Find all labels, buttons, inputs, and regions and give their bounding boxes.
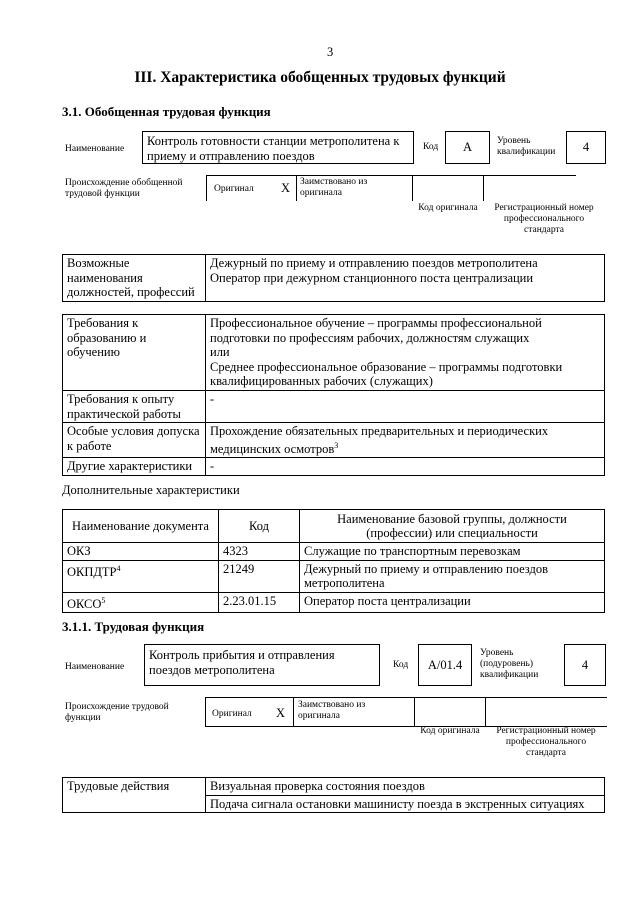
requirements-table [62,314,605,476]
gtf-original-label: Оригинал [214,184,254,194]
tf-original-mark: X [276,706,286,720]
tf-origin-divider-3 [485,697,486,727]
page-number: 3 [327,45,334,59]
gtf-level-value: 4 [566,131,606,164]
positions-table [62,254,605,302]
section-title: III. Характеристика обобщенных трудовых функций [134,69,506,86]
gtf-level-label: Уровень квалификации [497,136,556,157]
gtf-code-original-label: Код оригинала [418,203,478,213]
tf-name-label: Наименование [65,662,125,672]
req-line-with-footnote [210,439,600,457]
req-line: медицинских осмотров [210,441,335,456]
footnote-marker: 3 [334,440,339,450]
req-line: или [210,345,230,359]
footnote-marker: 4 [116,563,121,573]
tf-code-label: Код [393,660,409,670]
req-conditions-label: Особые условия допуска к работе [63,423,206,458]
tf-original-label: Оригинал [212,709,252,719]
req-education-label: Требования к образованию и обучению [63,315,206,391]
action-item: Визуальная проверка состояния поездов [206,778,605,796]
tf-origin-divider-1 [293,697,294,727]
gtf-original-mark: X [281,181,291,195]
gtf-name-value-box [142,131,414,164]
additional-code-cell: 21249 [219,560,300,592]
tf-origin-label: Происхождение трудовой функции [65,702,169,723]
positions-label: Возможные наименования должностей, профессий [63,255,206,302]
additional-doc-cell [63,592,219,613]
positions-value [206,255,605,302]
gtf-borrowed-label: Заимствовано из оригинала [300,177,368,198]
gtf-origin-label: Происхождение обобщенной трудовой функции [65,178,183,199]
req-other-label: Другие характеристики [63,458,206,476]
additional-doc-cell [63,560,219,592]
req-line: подготовки по профессиям рабочих, должностям служащих [210,330,530,345]
gtf-origin-divider-1 [296,175,297,201]
additional-code-cell: 4323 [219,543,300,561]
tf-origin-divider-2 [414,697,415,727]
tf-code-value: A/01.4 [418,644,472,686]
gtf-origin-divider-2 [412,175,413,201]
tf-name-value-box [144,644,380,686]
req-conditions-value [206,423,605,458]
gtf-origin-divider-3 [483,175,484,201]
footnote-marker: 5 [101,595,106,605]
additional-name-cell: Служащие по транспортным перевозкам [300,543,605,561]
req-line: квалифицированных рабочих (служащих) [210,374,433,388]
req-line: Профессиональное обучение – программы профессиональной [210,316,542,330]
tf-code-original-label: Код оригинала [420,726,480,736]
req-education-value [206,315,605,391]
additional-name-cell: Оператор поста централизации [300,592,605,613]
tf-level-label: Уровень (подуровень) квалификации [480,648,539,680]
additional-heading: Дополнительные характеристики [62,483,240,497]
actions-table [62,777,605,813]
additional-header-code: Код [219,510,300,543]
doc-name: ОКСО [67,596,102,611]
action-item: Подача сигнала остановки машинисту поезда в экстренных ситуациях [206,795,605,813]
req-experience-value: - [206,391,605,423]
table-row [63,560,605,592]
additional-header-name: Наименование базовой группы, должности (профессии) или специальности [300,510,605,543]
tf-origin-box [205,697,607,727]
req-experience-label: Требования к опыту практической работы [63,391,206,423]
position-line: Оператор при дежурном станционного поста централизации [210,270,534,285]
gtf-name-value: Контроль готовности станции метрополитена к приему и отправлению поездов [147,134,400,163]
table-row [63,778,605,796]
req-other-value: - [206,458,605,476]
additional-header-doc: Наименование документа [63,510,219,543]
gtf-reg-number-label: Регистрационный номер профессионального стандарта [494,203,594,235]
additional-code-cell: 2.23.01.15 [219,592,300,613]
req-line: Прохождение обязательных предварительных и периодических [210,424,549,438]
additional-doc-cell [63,543,219,561]
actions-label: Трудовые действия [63,778,206,813]
gtf-code-value: A [445,131,490,164]
tf-borrowed-label: Заимствовано из оригинала [298,700,366,721]
position-line: Дежурный по приему и отправлению поездов метрополитена [210,256,538,270]
req-line: Среднее профессиональное образование – программы подготовки [210,359,563,374]
tf-name-value: Контроль прибытия и отправления поездов метрополитена [149,648,335,677]
table-row [63,543,605,561]
additional-table [62,509,605,613]
tf-heading: 3.1.1. Трудовая функция [62,619,205,634]
doc-name: ОКЗ [67,544,91,558]
gtf-code-label: Код [423,142,439,152]
additional-name-cell: Дежурный по приему и отправлению поездов метрополитена [300,560,605,592]
table-row [63,592,605,613]
doc-name: ОКПДТР [67,564,117,579]
gtf-name-label: Наименование [65,144,125,154]
gtf-heading: 3.1. Обобщенная трудовая функция [62,104,271,119]
tf-level-value: 4 [564,644,606,686]
tf-reg-number-label: Регистрационный номер профессионального стандарта [496,726,596,758]
